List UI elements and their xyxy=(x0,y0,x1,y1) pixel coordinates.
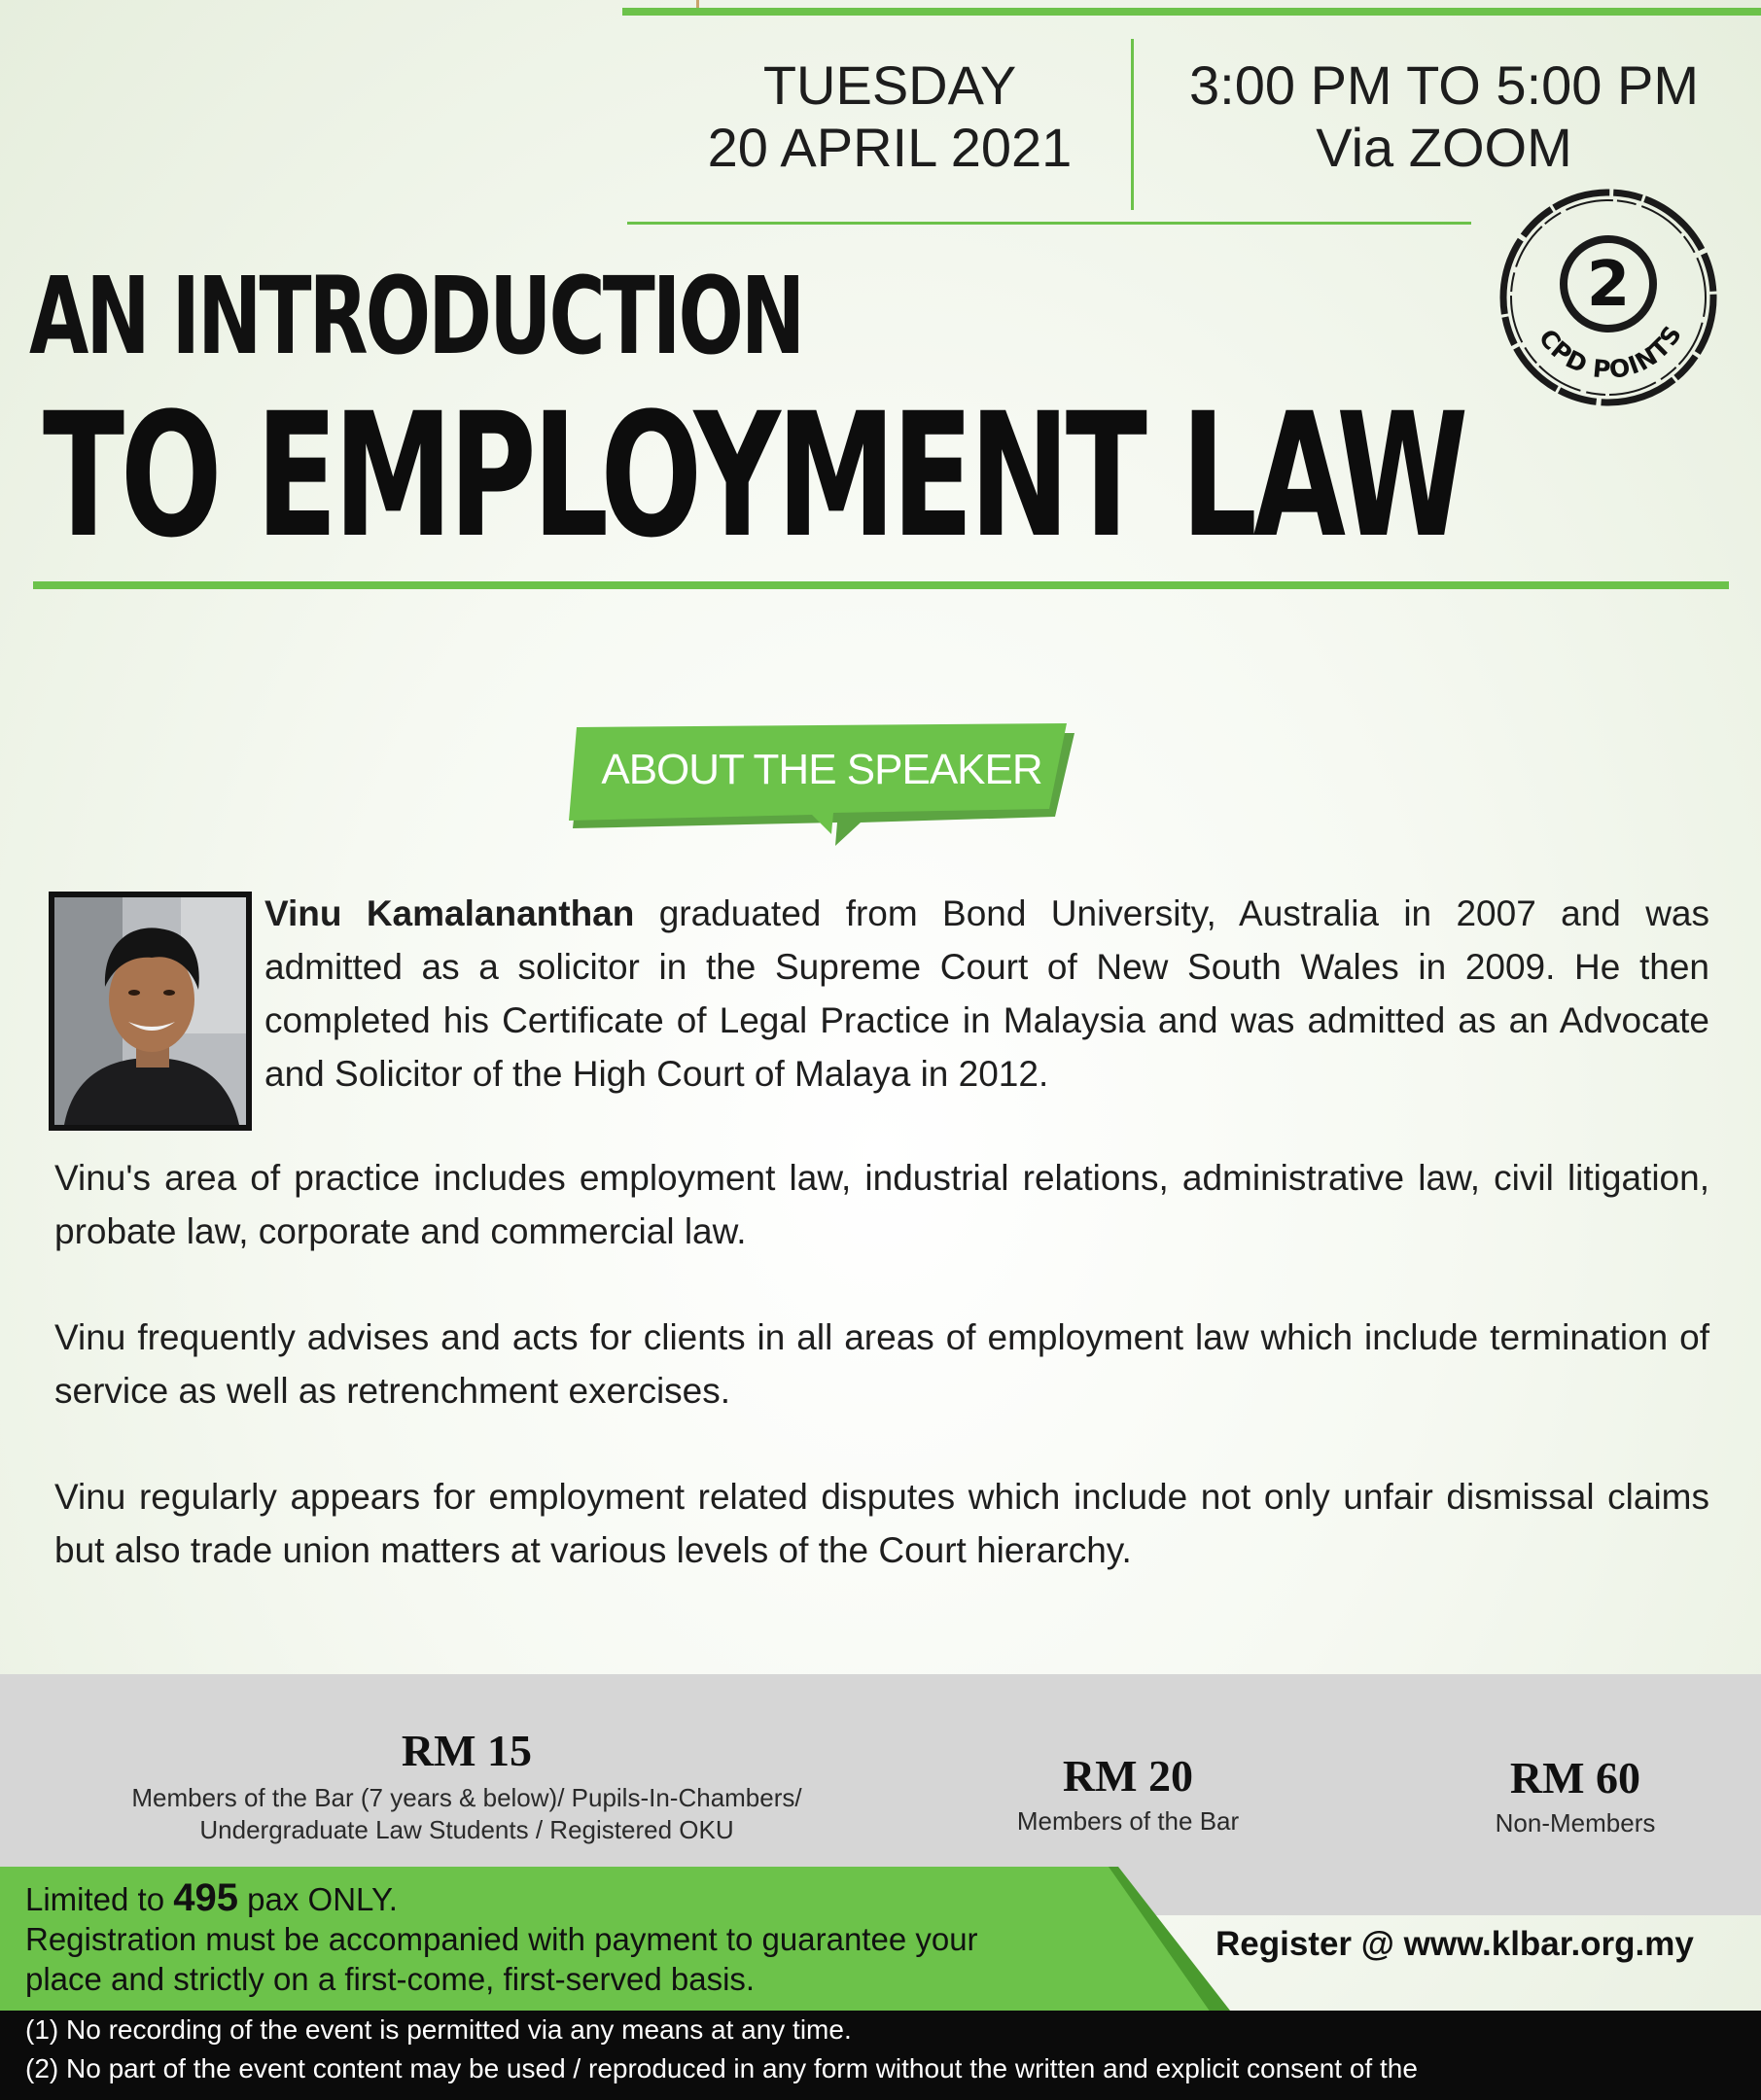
cpd-points-label: CPD POINTS xyxy=(1532,320,1688,385)
speaker-bio-paragraph-3: Vinu frequently advises and acts for clients in all areas of employment law which include termination of service as well as retrenchment exercises. xyxy=(54,1317,1709,1411)
title-line-2: TO EMPLOYMENT LAW xyxy=(43,376,1464,576)
price-tier-2 xyxy=(953,1750,1303,1838)
footer-rule-2: (2) No part of the event content may be used / reproduced in any form without the written and explicit consent of the xyxy=(25,2053,1418,2083)
event-time-block xyxy=(1157,54,1731,179)
date-time-divider xyxy=(1131,39,1134,210)
speaker-bio-paragraph-1 xyxy=(264,887,1709,1101)
date-underline xyxy=(627,222,1471,225)
price-tier-1-desc-line-1: Members of the Bar (7 years & below)/ Pupils-In-Chambers/ xyxy=(131,1783,802,1812)
price-tier-1 xyxy=(58,1725,875,1846)
price-tier-2-amount: RM 20 xyxy=(1062,1751,1194,1801)
speaker-photo xyxy=(49,892,252,1131)
speaker-name: Vinu Kamalananthan xyxy=(264,893,635,933)
event-time: 3:00 PM TO 5:00 PM xyxy=(1189,54,1699,116)
capacity-count: 495 xyxy=(173,1876,238,1919)
price-tier-3 xyxy=(1400,1752,1750,1839)
event-day: TUESDAY xyxy=(762,54,1017,116)
price-tier-1-amount: RM 15 xyxy=(401,1726,533,1775)
speaker-bio-paragraph-2: Vinu's area of practice includes employment law, industrial relations, administrative law, civil litigation, probate law, corporate and commercial law. xyxy=(54,1158,1709,1251)
capacity-prefix: Limited to xyxy=(25,1881,174,1917)
event-platform: Via ZOOM xyxy=(1316,117,1572,178)
capacity-line xyxy=(25,1878,1144,1919)
price-tier-3-amount: RM 60 xyxy=(1509,1753,1641,1802)
price-tier-1-desc-line-2: Undergraduate Law Students / Registered OKU xyxy=(199,1815,734,1844)
footer-rule-1: (1) No recording of the event is permitted via any means at any time. xyxy=(25,2014,852,2045)
footer-rules xyxy=(0,2011,1761,2100)
cpd-points-stamp xyxy=(1496,185,1721,410)
registration-notice xyxy=(25,1878,1144,1999)
title-underline xyxy=(33,581,1729,589)
registration-note-line-1: Registration must be accompanied with payment to guarantee your xyxy=(25,1921,978,1957)
top-tick-mark xyxy=(696,0,699,8)
event-date: 20 APRIL 2021 xyxy=(707,117,1073,178)
registration-note-line-2: place and strictly on a first-come, first-served basis. xyxy=(25,1961,756,1997)
speaker-bio-paragraph-4: Vinu regularly appears for employment related disputes which include not only unfair dismissal claims but also trade union matters at various levels of the Court hierarchy. xyxy=(54,1477,1709,1570)
register-link[interactable]: Register @ www.klbar.org.my xyxy=(1215,1925,1694,1963)
top-accent-line xyxy=(622,8,1761,16)
event-date-block xyxy=(671,54,1109,179)
title-line-1: AN INTRODUCTION xyxy=(29,254,803,378)
cpd-points-number: 2 xyxy=(1586,249,1631,321)
price-tier-3-desc: Non-Members xyxy=(1495,1808,1656,1838)
capacity-suffix: pax ONLY. xyxy=(238,1881,398,1917)
speaker-bio-text-1: graduated from Bond University, Australia in 2007 and was admitted as a solicitor in the Supreme Court of New South Wales in 2009. He then completed his Certificate of Legal Practice in Malaysia and was admitted as an Advocate and Solicitor of the High Court of Malaya in 2012. xyxy=(264,893,1709,1094)
about-speaker-heading: ABOUT THE SPEAKER xyxy=(601,746,1042,793)
price-tier-2-desc: Members of the Bar xyxy=(1016,1806,1240,1836)
